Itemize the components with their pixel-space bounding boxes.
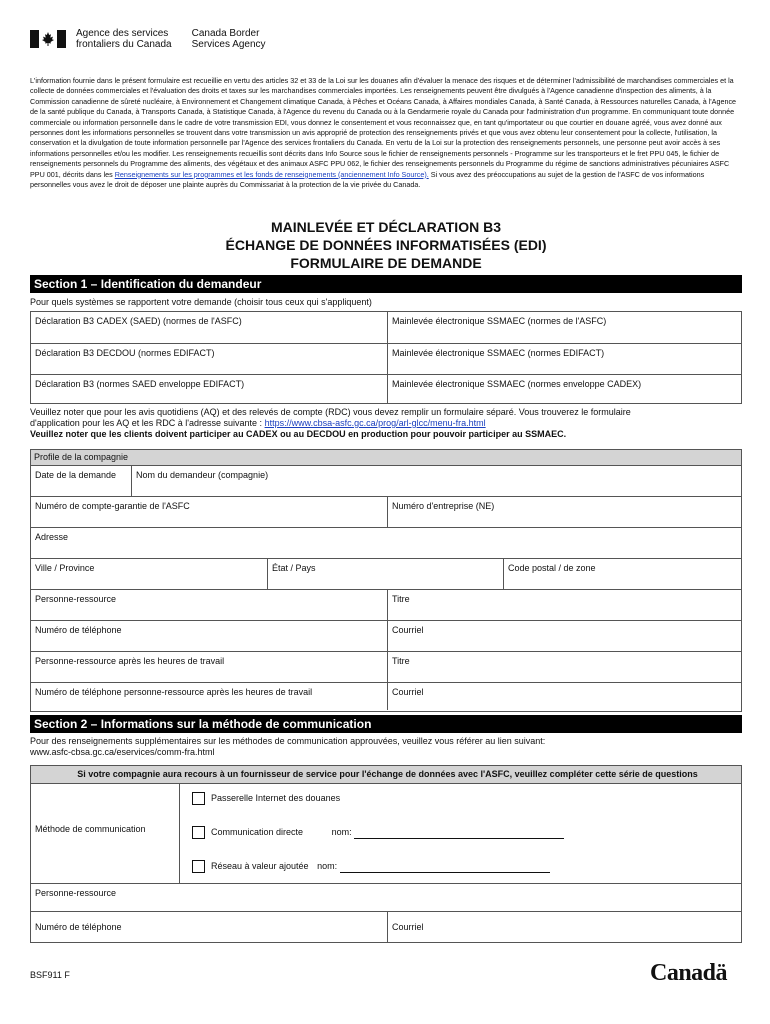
- privacy-notice: L'information fournie dans le présent formulaire est recueillie en vertu des articles 32 et 33 de la Loi sur les douanes afin d'évaluer la menace des risques et de déterminer l'admissibilité de marchandises commerciales et la collecte de données commerciales et l'évaluation des droits et taxes sur les marchandises commerciales importées. Les renseignements peuvent être divulgués à l'Agence canadienne d'inspection des aliments, à la Commission canadienne de sûreté nucléaire, à Environnement et Changement climatique Canada, à Pêches et Océans Canada, à Affaires mondiales Canada, à Santé Canada, à Ressources naturelles Canada, à l'Agence de la santé publique du Canada, à Transports Canada, à Statistique Canada, à l'Agence du revenu du Canada ou à la Gendarmerie royale du Canada pour l'administration d'un programme. En communiquant toute donnée commerciale ou information personnelle dans le cadre de votre transmission EDI, vous donnez le consentement et vous reconnaissez que, en tant qu'importateur ou que courtier en douane agréé, vous avez donné aux personnes dont les informations personnelles se trouvent dans votre transmission un avis approprié de protection des renseignements privés et que vous avez obtenu leur consentement pour la collecte, l'utilisation, la conservation et la divulgation de toute information personnelle par l'Agence des services frontaliers du Canada. En vertu de la Loi sur la protection des renseignements personnels, une personne peut avoir accès à ses informations personnelles et/ou les modifier. Les renseignements recueillis sont décrits dans Info Source sous le fichier de renseignements personnels - Programme sur les transporteurs et le fret PPU 045, le fichier de renseignements personnels du Programme des aliments, des végétaux et des animaux ASFC PPU 062, le fichier des renseignements personnels du Programme du régime de sanctions administratives pécuniaires ASFC PPU 001, décrits dans les Renseignements sur les programmes et les fonds de renseignements (anciennement Info Source). Si vous avez des préoccupations au sujet de la gestion de l'ASFC de vos informations personnelles vous avez le droit de déposer une plainte auprès du Commissariat à la protection de la vie privée du Canada.: [30, 76, 737, 190]
- systems-grid: [30, 311, 742, 404]
- van-name-input[interactable]: [340, 862, 550, 873]
- after-hours-title-field[interactable]: Titre: [387, 652, 741, 682]
- section-1-header: Section 1 – Identification du demandeur: [30, 275, 742, 293]
- provider-phone-field[interactable]: Numéro de téléphone: [35, 922, 122, 932]
- canada-flag-icon: [30, 30, 66, 48]
- page-header: [30, 28, 266, 52]
- van-label: Réseau à valeur ajoutée: [211, 860, 309, 871]
- provider-contact-field[interactable]: Personne-ressource: [35, 888, 117, 898]
- system-row: [31, 343, 741, 374]
- address-field[interactable]: Adresse: [35, 532, 69, 542]
- agency-name-en: Canada Border Services Agency: [191, 28, 266, 50]
- communication-method-row: [31, 783, 741, 883]
- system-option-cadex[interactable]: Déclaration B3 CADEX (SAED) (normes de l'ASFC): [35, 316, 242, 326]
- provider-email-field[interactable]: Courriel: [387, 912, 741, 942]
- request-date-field[interactable]: Date de la demande: [35, 470, 117, 480]
- communication-method-label: Méthode de communication: [35, 824, 146, 834]
- option-internet-gateway: [192, 792, 737, 826]
- van-checkbox[interactable]: [192, 860, 205, 873]
- system-option-decdou[interactable]: Déclaration B3 DECDOU (normes EDIFACT): [35, 348, 215, 358]
- system-option-ssmaec-cadex[interactable]: Mainlevée électronique SSMAEC (normes enveloppe CADEX): [387, 375, 741, 403]
- section-2-header: Section 2 – Informations sur la méthode de communication: [30, 715, 742, 733]
- system-option-ssmaec-edifact[interactable]: Mainlevée électronique SSMAEC (normes EDIFACT): [387, 344, 741, 374]
- option-direct-communication: [192, 826, 737, 860]
- aq-rdc-link[interactable]: https://www.cbsa-asfc.gc.ca/prog/arl-glcc/menu-fra.html: [264, 418, 486, 428]
- canada-wordmark: Canadä: [650, 960, 728, 986]
- business-number-field[interactable]: Numéro d'entreprise (NE): [387, 497, 741, 527]
- internet-gateway-label: Passerelle Internet des douanes: [211, 792, 341, 803]
- communication-grid: [30, 765, 742, 943]
- van-name-label: nom:: [317, 860, 338, 871]
- after-hours-contact-field[interactable]: Personne-ressource après les heures de travail: [35, 656, 225, 666]
- phone-field[interactable]: Numéro de téléphone: [35, 625, 122, 635]
- form-title: MAINLEVÉE ET DÉCLARATION B3 ÉCHANGE DE DONNÉES INFORMATISÉES (EDI) FORMULAIRE DE DEMANDE: [225, 219, 547, 271]
- direct-name-input[interactable]: [354, 828, 564, 839]
- city-province-field[interactable]: Ville / Province: [35, 563, 95, 573]
- account-number-field[interactable]: Numéro de compte-garantie de l'ASFC: [35, 501, 190, 511]
- internet-gateway-checkbox[interactable]: [192, 792, 205, 805]
- systems-instructions: Pour quels systèmes se rapportent votre demande (choisir tous ceux qui s'appliquent): [30, 297, 372, 307]
- communication-info: Pour des renseignements supplémentaires sur les méthodes de communication approuvées, veuillez vous référer au lien suivant: www.asfc-cbsa.gc.ca/eservices/comm-fra.html: [30, 736, 546, 757]
- direct-name-label: nom:: [331, 826, 352, 837]
- direct-communication-checkbox[interactable]: [192, 826, 205, 839]
- after-hours-email-field[interactable]: Courriel: [387, 683, 741, 710]
- contact-person-field[interactable]: Personne-ressource: [35, 594, 117, 604]
- contact-title-field[interactable]: Titre: [387, 590, 741, 620]
- state-country-field[interactable]: État / Pays: [267, 559, 503, 589]
- profile-header: Profile de la compagnie: [31, 450, 741, 465]
- service-provider-header: Si votre compagnie aura recours à un fournisseur de service pour l'échange de données avec l'ASFC, veuillez compléter cette série de questions: [31, 766, 741, 783]
- direct-communication-label: Communication directe: [211, 826, 304, 837]
- after-hours-phone-field[interactable]: Numéro de téléphone personne-ressource après les heures de travail: [35, 687, 313, 697]
- system-row: [31, 374, 741, 403]
- email-field[interactable]: Courriel: [387, 621, 741, 651]
- communication-options: [179, 784, 741, 883]
- info-source-link[interactable]: Renseignements sur les programmes et les fonds de renseignements (anciennement Info Source).: [114, 169, 429, 179]
- company-profile-grid: [30, 449, 742, 712]
- system-option-saed-edifact[interactable]: Déclaration B3 (normes SAED enveloppe EDIFACT): [35, 379, 245, 389]
- system-row: [31, 312, 741, 343]
- system-option-ssmaec-asfc[interactable]: Mainlevée électronique SSMAEC (normes de l'ASFC): [387, 312, 741, 343]
- agency-name-fr: Agence des services frontaliers du Canada: [76, 28, 172, 50]
- form-code: BSF911 F: [30, 970, 70, 980]
- company-name-field[interactable]: Nom du demandeur (compagnie): [131, 466, 741, 496]
- aq-rdc-note: Veuillez noter que pour les avis quotidiens (AQ) et des relevés de compte (RDC) vous devez remplir un formulaire séparé. Vous trouverez le formulaire d'application pour les AQ et les RDC à l'adresse suivante : https://www.cbsa-asfc.gc.ca/prog/arl-glcc/menu-fra.html Veuillez noter que les clients doivent participer au CADEX ou au DECDOU en production pour pouvoir participer au SSMAEC.: [30, 407, 631, 439]
- postal-code-field[interactable]: Code postal / de zone: [503, 559, 741, 589]
